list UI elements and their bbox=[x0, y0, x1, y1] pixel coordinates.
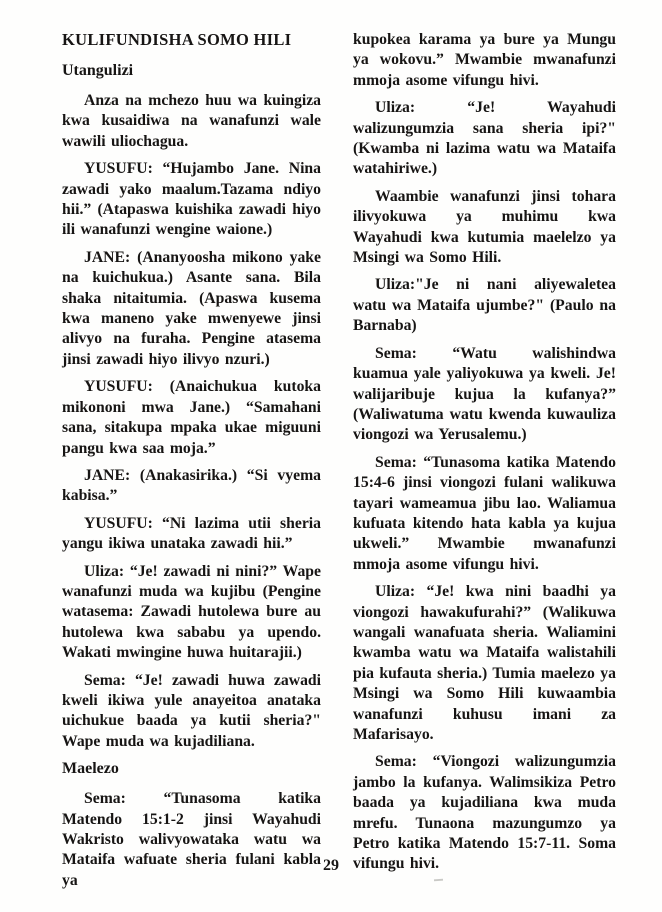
paragraph-continuation: kupokea karama ya bure ya Mungu ya wokovu.” Mwambie mwanafunzi mmoja asome vifungu hivi. bbox=[353, 31, 616, 89]
paragraph-dialogue-jane: JANE: (Ananyoosha mikono yake na kuichukua.) Asante sana. Bila shaka nitaitumia. (Apaswa kusema kwa maneno yake mwenyewe jinsi alivyo na furaha. Pengine atasema jinsi zawadi hiyo ilivyo nzuri.) bbox=[62, 248, 321, 368]
two-column-layout bbox=[62, 30, 616, 898]
paragraph-uliza: Uliza: “Je! zawadi ni nini?” Wape wanafunzi muda wa kujibu (Pengine watasema: Zawadi hutolewa bure au hutolewa kwa sababu ya upendo. Wakati mwingine huwa huitarajii.) bbox=[62, 562, 321, 662]
paragraph-uliza: Uliza: “Je! kwa nini baadhi ya viongozi hawakufurahi?” (Walikuwa wangali wanafuata sheria. Waliamini kwamba watu wa Mataifa walistahili pia kufauta sheria.) Tumia maelezo ya Msingi wa Somo Hili kuwaambia wanafunzi kuhusu imani za Mafarisayo. bbox=[353, 583, 616, 743]
paragraph-dialogue-yusufu: YUSUFU: “Ni lazima utii sheria yangu ikiwa unataka zawadi hii.” bbox=[62, 514, 321, 553]
section-heading-utangulizi: Utangulizi bbox=[62, 62, 134, 79]
lesson-title: KULIFUNDISHA SOMO HILI bbox=[62, 30, 292, 49]
left-column bbox=[62, 30, 321, 898]
paragraph-sema: Sema: “Je! zawadi huwa zawadi kweli ikiwa yule anayeitoa anataka uichukue baada ya kutii sheria?" Wape muda wa kujadiliana. bbox=[62, 671, 321, 750]
paragraph-uliza: Uliza:"Je ni nani aliyewaletea watu wa Mataifa ujumbe?" (Paulo na Barnaba) bbox=[353, 276, 616, 335]
paragraph-uliza: Uliza: “Je! Wayahudi walizungumzia sana sheria ipi?" (Kwamba ni lazima watu wa Mataifa watahiriwe.) bbox=[353, 99, 616, 178]
paragraph-sema: Sema: “Watu walishindwa kuamua yale yaliyokuwa ya kweli. Je! walijaribuje kujua la kufanya?” (Waliwatuma watu kwenda kuwauliza viongozi wa Yerusalemu.) bbox=[353, 344, 616, 444]
paragraph-sema: Sema: “Tunasoma katika Matendo 15:4-6 jinsi viongozi fulani walikuwa tayari wameamua jibu lao. Waliamua kufuata kitendo hata kabla ya kujua ukweli.” Mwambie mwanafunzi mmoja asome vifungu hivi. bbox=[353, 453, 616, 573]
paragraph-sema: Sema: “Tunasoma katika Matendo 15:1-2 jinsi Wayahudi Wakristo walivyowataka watu wa Mataifa wafuate sheria fulani kabla ya bbox=[62, 790, 321, 889]
paragraph-dialogue-jane: JANE: (Anakasirika.) “Si vyema kabisa.” bbox=[62, 466, 321, 505]
section-heading-maelezo: Maelezo bbox=[62, 760, 119, 778]
paragraph-dialogue-yusufu: YUSUFU: (Anaichukua kutoka mikononi mwa Jane.) “Samahani sana, sitakupa mpaka ukae miguuni pangu kwa saa moja.” bbox=[62, 378, 321, 457]
paragraph: Waambie wanafunzi jinsi tohara ilivyokuwa ya muhimu kwa Wayahudi kwa kutumia maelelzo ya Msingi wa Somo Hili. bbox=[353, 187, 616, 267]
paragraph: Anza na mchezo huu wa kuingiza kwa kusaidiwa na wanafunzi wale wawili uliochagua. bbox=[62, 92, 321, 150]
page-number: 29 bbox=[323, 857, 339, 874]
right-column bbox=[353, 30, 616, 898]
paragraph-dialogue-yusufu: YUSUFU: “Hujambo Jane. Nina zawadi yako maalum.Tazama ndiyo hii.” (Atapaswa kuishika zawadi hiyo ili wanafunzi wengine waione.) bbox=[62, 160, 321, 239]
paragraph-sema: Sema: “Viongozi walizungumzia jambo la kufanya. Walimsikiza Petro baada ya kujadiliana kwa muda mrefu. Tunaona mazungumzo ya Petro katika Matendo 15:7-11. Soma vifungu hivi. bbox=[353, 753, 616, 873]
